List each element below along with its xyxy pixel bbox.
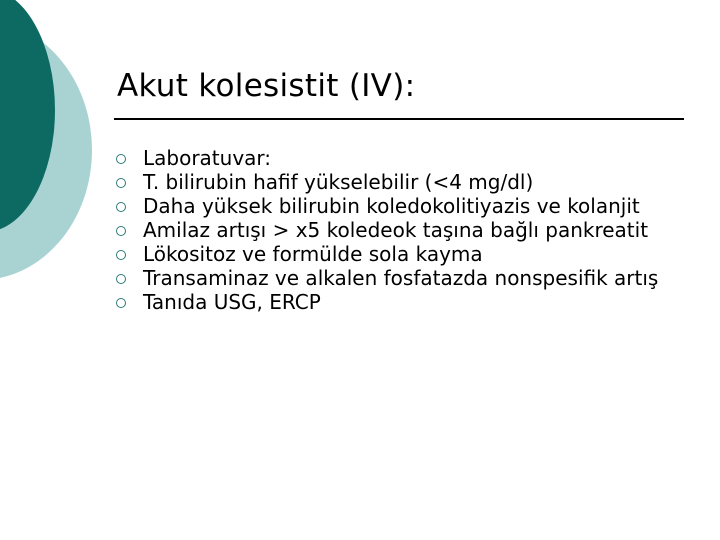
list-item bbox=[116, 218, 676, 242]
list-item-text: Daha yüksek bilirubin koledokolitiyazis ve kolanjit bbox=[143, 194, 640, 218]
list-item bbox=[116, 290, 676, 314]
list-item-text: Laboratuvar: bbox=[143, 146, 272, 170]
list-item bbox=[116, 170, 676, 194]
list-item-text: Tanıda USG, ERCP bbox=[143, 290, 321, 314]
hollow-circle-bullet-icon bbox=[116, 250, 126, 260]
hollow-circle-bullet-icon bbox=[116, 298, 126, 308]
list-item-text: Lökositoz ve formülde sola kayma bbox=[143, 242, 483, 266]
slide-title: Akut kolesistit (IV): bbox=[117, 68, 416, 104]
hollow-circle-bullet-icon bbox=[116, 154, 126, 164]
list-item-text: T. bilirubin hafif yükselebilir (<4 mg/dl) bbox=[143, 170, 534, 194]
list-item bbox=[116, 146, 676, 170]
hollow-circle-bullet-icon bbox=[116, 202, 126, 212]
hollow-circle-bullet-icon bbox=[116, 226, 126, 236]
bullet-list bbox=[116, 146, 676, 314]
list-item bbox=[116, 194, 676, 218]
title-underline bbox=[114, 118, 684, 120]
hollow-circle-bullet-icon bbox=[116, 274, 126, 284]
corner-decoration bbox=[0, 0, 110, 300]
list-item bbox=[116, 242, 676, 266]
list-item-text: Transaminaz ve alkalen fosfatazda nonspesifik artış bbox=[143, 266, 659, 290]
list-item bbox=[116, 266, 676, 290]
list-item-text: Amilaz artışı > x5 koledeok taşına bağlı pankreatit bbox=[143, 218, 649, 242]
hollow-circle-bullet-icon bbox=[116, 178, 126, 188]
